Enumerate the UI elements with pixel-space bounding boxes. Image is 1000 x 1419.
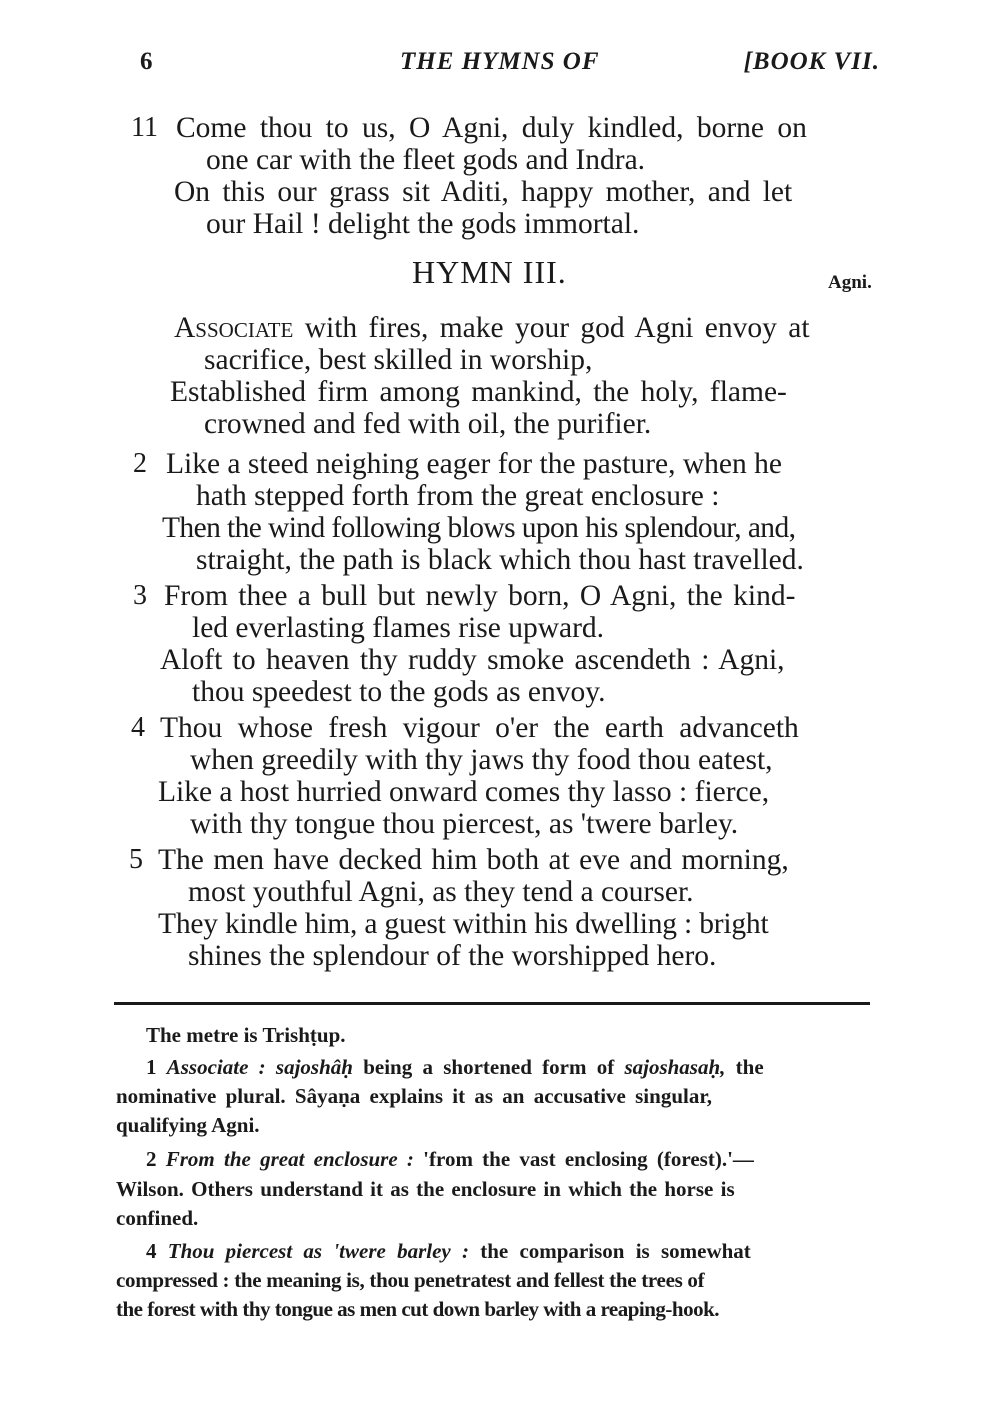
- footnote-line: nominative plural. Sâyaṇa explains it as an accusative singular,: [116, 1084, 712, 1108]
- verse-line: Like a host hurried onward comes thy lasso : fierce,: [158, 776, 770, 808]
- verse-line: most youthful Agni, as they tend a courser.: [188, 876, 694, 908]
- footnote-lemma: Thou piercest as 'twere barley :: [167, 1239, 469, 1263]
- verse-line: shines the splendour of the worshipped hero.: [188, 940, 717, 972]
- verse-line: hath stepped forth from the great enclosure :: [196, 480, 720, 512]
- verse-line: when greedily with thy jaws thy food thou eatest,: [190, 744, 773, 776]
- verse-line: straight, the path is black which thou hast travelled.: [196, 544, 804, 576]
- verse-number: 4: [131, 712, 145, 743]
- footnote-4: [146, 1238, 751, 1264]
- footnote-1: [146, 1054, 764, 1080]
- footnote-number: 1: [146, 1055, 157, 1079]
- verse-line: Then the wind following blows upon his splendour, and,: [162, 512, 796, 544]
- running-title: THE HYMNS OF: [400, 48, 600, 75]
- book-label: [BOOK VII.: [743, 48, 880, 75]
- verse-line: crowned and fed with oil, the purifier.: [204, 408, 652, 440]
- verse-line: thou speedest to the gods as envoy.: [192, 676, 606, 708]
- verse-number: 3: [133, 580, 147, 611]
- footnote-line: the forest with thy tongue as men cut down barley with a reaping-hook.: [116, 1297, 719, 1321]
- verse-line: Thou whose fresh vigour o'er the earth advanceth: [160, 712, 799, 744]
- footnote-divider: [114, 1002, 870, 1005]
- footnote-metre: The metre is Trishṭup.: [146, 1023, 346, 1047]
- verse-number: 2: [133, 448, 147, 479]
- footnote-term: sajoshasaḥ,: [624, 1055, 726, 1079]
- footnote-line: compressed : the meaning is, thou penetratest and fellest the trees of: [116, 1268, 705, 1292]
- verse-line: our Hail ! delight the gods immortal.: [206, 208, 640, 240]
- footnote-2: [146, 1146, 754, 1172]
- footnote-text: being a shortened form of: [363, 1055, 615, 1079]
- footnote-line: qualifying Agni.: [116, 1113, 260, 1137]
- verse-line: They kindle him, a guest within his dwelling : bright: [158, 908, 769, 940]
- footnote-lemma: From the great enclosure :: [165, 1147, 414, 1171]
- page-number: 6: [140, 48, 154, 75]
- footnote-text: the: [735, 1055, 764, 1079]
- footnote-line: Wilson. Others understand it as the enclosure in which the horse is: [116, 1177, 735, 1201]
- running-header: [140, 48, 880, 88]
- verse-line: From thee a bull but newly born, O Agni, the kind-: [164, 580, 796, 612]
- verse-line-text: with fires, make your god Agni envoy at: [304, 312, 810, 344]
- footnote-text: the comparison is somewhat: [480, 1239, 751, 1263]
- verse-line: [174, 312, 810, 344]
- verse-line: sacrifice, best skilled in worship,: [204, 344, 593, 376]
- verse-line: one car with the fleet gods and Indra.: [206, 144, 646, 176]
- verse-line: Like a steed neighing eager for the pasture, when he: [166, 448, 782, 480]
- verse-line: Aloft to heaven thy ruddy smoke ascendeth : Agni,: [160, 644, 785, 676]
- footnote-number: 2: [146, 1147, 157, 1171]
- verse-lead-word: Associate: [174, 312, 294, 344]
- verse-line: with thy tongue thou piercest, as 'twere barley.: [190, 808, 739, 840]
- verse-line: Established firm among mankind, the holy, flame-: [170, 376, 787, 408]
- footnote-text: 'from the vast enclosing (forest).'—: [423, 1147, 754, 1171]
- footnote-line: confined.: [116, 1206, 199, 1230]
- footnote-number: 4: [146, 1239, 157, 1263]
- hymn-title: HYMN III.: [412, 254, 567, 290]
- verse-number: 5: [129, 844, 143, 875]
- hymn-deity: Agni.: [828, 272, 872, 293]
- footnote-lemma: Associate :: [166, 1055, 266, 1079]
- verse-line: The men have decked him both at eve and morning,: [158, 844, 789, 876]
- footnote-term: sajoshâḥ: [275, 1055, 353, 1079]
- verse-line: Come thou to us, O Agni, duly kindled, borne on: [176, 112, 807, 144]
- verse-line: led everlasting flames rise upward.: [192, 612, 605, 644]
- verse-line: On this our grass sit Aditi, happy mother, and let: [174, 176, 793, 208]
- verse-number: 11: [131, 112, 158, 143]
